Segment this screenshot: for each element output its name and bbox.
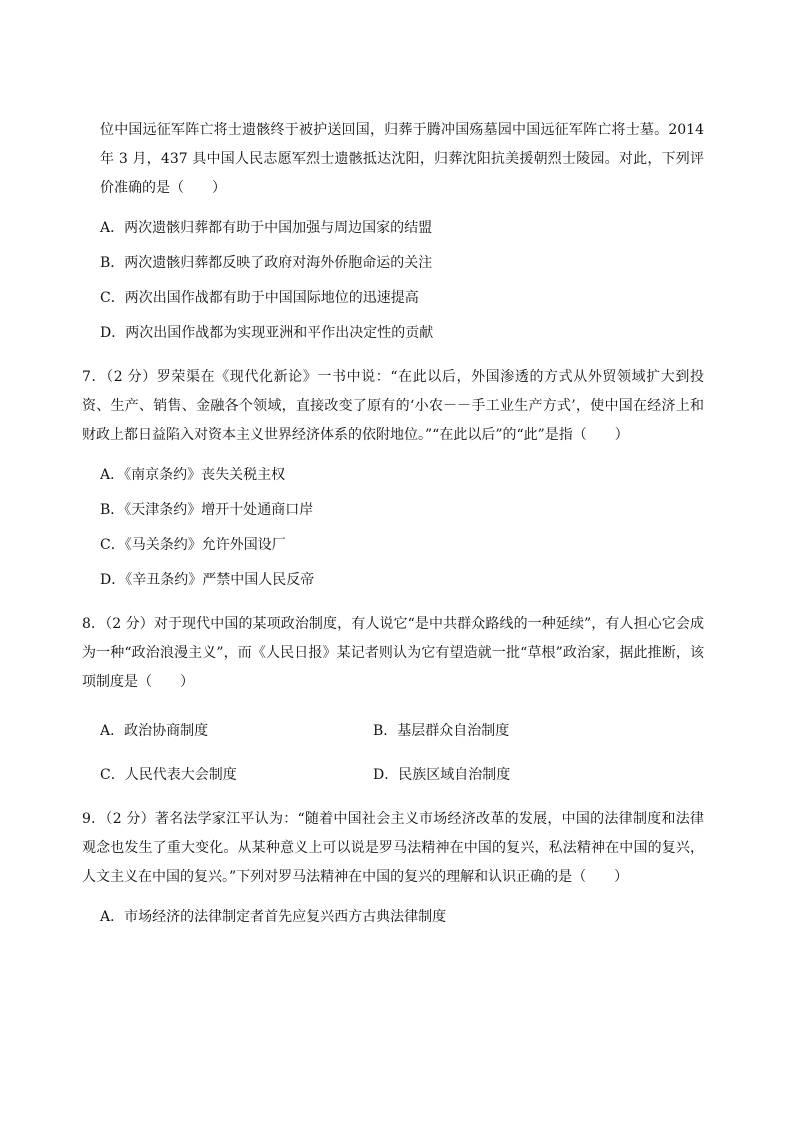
question-7 <box>82 363 704 590</box>
option-b: B．基层群众自治制度 <box>373 723 510 739</box>
option-d: D．民族区域自治制度 <box>373 767 511 783</box>
option-b: B．两次遗骸归葬都反映了政府对海外侨胞命运的关注 <box>100 255 433 271</box>
question-9-stem: 9．（2 分）著名法学家江平认为：“随着中国社会主义市场经济改革的发展，中国的法律制度和法律观念也发生了重大变化。从某种意义上可以说是罗马法精神在中国的复兴，私法精神在中国的复兴，人文主义在中国的复兴。”下列对罗马法精神在中国的复兴的理解和认识正确的是（ ） <box>82 811 704 885</box>
question-9 <box>82 805 704 927</box>
option-b: B．《天津条约》增开十处通商口岸 <box>100 502 314 518</box>
option-c: C．《马关条约》允许外国设厂 <box>100 537 286 553</box>
question-6-options <box>100 218 704 343</box>
question-7-options <box>100 465 704 590</box>
question-9-options <box>100 907 704 927</box>
question-8-options-row-2 <box>100 765 704 785</box>
question-6-stem: 位中国远征军阵亡将士遗骸终于被护送回国，归葬于腾冲国殇墓园中国远征军阵亡将士墓。2014 年 3 月，437 具中国人民志愿军烈士遗骸抵达沈阳，归葬沈阳抗美援朝烈士陵园。对此，下列评价准确的是（ ） <box>100 122 704 196</box>
option-c: C．两次出国作战都有助于中国国际地位的迅速提高 <box>100 290 419 306</box>
question-8-options-row-1 <box>100 721 704 741</box>
question-7-stem: 7．（2 分）罗荣渠在《现代化新论》一书中说：“在此以后，外国渗透的方式从外贸领域扩大到投资、生产、销售、金融各个领域，直接改变了原有的‘小农－－手工业生产方式’，使中国在经济上和财政上都日益陷入对资本主义世界经济体系的依附地位。”“在此以后”的“此”是指（ ） <box>82 369 704 443</box>
option-d: D．《辛丑条约》严禁中国人民反帝 <box>100 572 315 588</box>
option-c: C．人民代表大会制度 <box>100 767 237 783</box>
option-d: D．两次出国作战都为实现亚洲和平作出决定性的贡献 <box>100 325 434 341</box>
option-a: A．市场经济的法律制定者首先应复兴西方古典法律制度 <box>100 909 447 925</box>
option-a: A．《南京条约》丧失关税主权 <box>100 467 286 483</box>
option-a: A．两次遗骸归葬都有助于中国加强与周边国家的结盟 <box>100 220 433 236</box>
question-8 <box>82 610 704 785</box>
question-6-continuation <box>100 116 704 343</box>
option-a: A．政治协商制度 <box>100 723 209 739</box>
question-8-stem: 8．（2 分）对于现代中国的某项政治制度，有人说它“是中共群众路线的一种延续”，有人担心它会成为一种“政治浪漫主义”，而《人民日报》某记者则认为它有望造就一批“草根”政治家，据此推断，该项制度是（ ） <box>82 616 704 690</box>
